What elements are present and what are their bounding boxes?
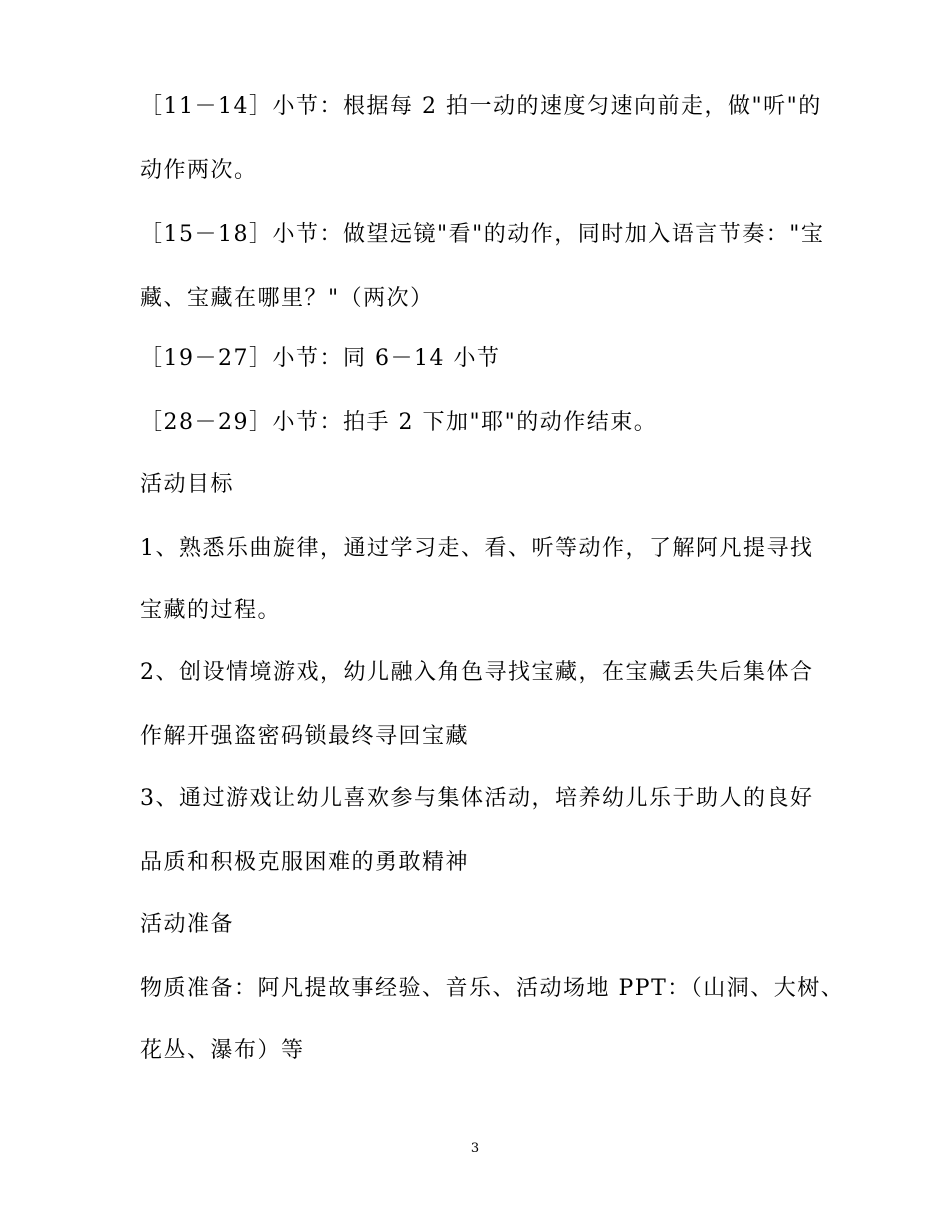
- text-line-8: 1、熟悉乐曲旋律，通过学习走、看、听等动作，了解阿凡提寻找: [140, 536, 814, 561]
- text-line-13: 品质和积极克服困难的勇敢精神: [140, 850, 470, 875]
- page-number: 3: [470, 1141, 480, 1156]
- text-line-3: ［15－18］小节：做望远镜"看"的动作，同时加入语言节奏："宝: [140, 222, 825, 247]
- text-line-11: 作解开强盗密码锁最终寻回宝藏: [140, 724, 470, 749]
- text-line-9: 宝藏的过程。: [140, 598, 282, 623]
- text-line-10: 2、创设情境游戏，幼儿融入角色寻找宝藏，在宝藏丢失后集体合: [140, 660, 814, 685]
- text-line-16: 花丛、瀑布）等: [140, 1038, 305, 1063]
- section-heading-goals: 活动目标: [140, 472, 235, 497]
- text-line-1: ［11－14］小节：根据每 2 拍一动的速度匀速向前走，做"听"的: [140, 94, 822, 119]
- text-line-15: 物质准备：阿凡提故事经验、音乐、活动场地 PPT：（山洞、大树、: [140, 976, 845, 1001]
- text-line-2: 动作两次。: [140, 158, 258, 183]
- text-line-5: ［19－27］小节：同 6－14 小节: [140, 346, 501, 371]
- text-line-6: ［28－29］小节：拍手 2 下加"耶"的动作结束。: [140, 410, 658, 435]
- section-heading-preparation: 活动准备: [140, 912, 235, 937]
- text-line-12: 3、通过游戏让幼儿喜欢参与集体活动，培养幼儿乐于助人的良好: [140, 786, 814, 811]
- text-line-4: 藏、宝藏在哪里？"（两次）: [140, 286, 434, 311]
